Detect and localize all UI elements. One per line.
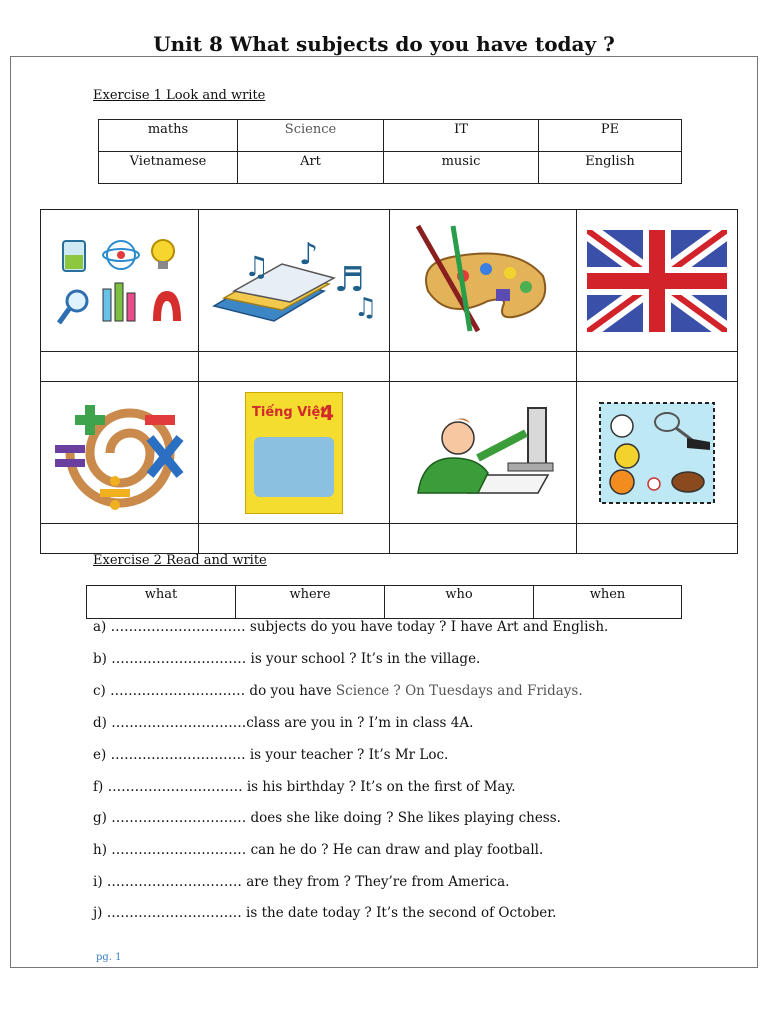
- picture-cell-english: [577, 210, 738, 352]
- exercise2-heading: Exercise 2 Read and write: [93, 553, 267, 568]
- tieng-viet-book: [245, 392, 343, 514]
- vocabulary-table: [98, 119, 682, 184]
- answer-blank[interactable]: …………………………: [110, 619, 246, 635]
- answer-cell[interactable]: [41, 352, 199, 382]
- book-illustration: [254, 437, 334, 497]
- question-label: a): [93, 619, 107, 635]
- question-line: [93, 779, 516, 795]
- answer-blank[interactable]: …………………………: [111, 715, 247, 731]
- question-line: [93, 874, 509, 890]
- question-word-cell: where: [236, 586, 385, 619]
- question-label: e): [93, 747, 107, 763]
- question-label: d): [93, 715, 107, 731]
- question-text: is his birthday ? It’s on the first of May.: [246, 779, 516, 795]
- picture-cell-vietnamese: [199, 382, 390, 524]
- question-label: g): [93, 810, 107, 826]
- svg-text:♬: ♬: [334, 259, 365, 300]
- answer-blank[interactable]: …………………………: [110, 747, 246, 763]
- picture-table: [40, 209, 738, 554]
- question-label: b): [93, 651, 107, 667]
- vocab-cell: maths: [99, 120, 238, 152]
- exercise1-heading: Exercise 1 Look and write: [93, 88, 266, 103]
- question-text: do you have: [249, 683, 332, 699]
- picture-cell-art: [390, 210, 577, 352]
- answer-cell[interactable]: [577, 524, 738, 554]
- sports-icon: [592, 398, 722, 508]
- picture-cell-music: [199, 210, 390, 352]
- answer-cell[interactable]: [577, 352, 738, 382]
- vocab-cell: PE: [539, 120, 682, 152]
- question-text: are they from ? They’re from America.: [246, 874, 510, 890]
- vocab-cell: English: [539, 152, 682, 184]
- svg-text:♪: ♪: [299, 236, 319, 272]
- question-label: j): [93, 905, 103, 921]
- picture-cell-it: [390, 382, 577, 524]
- science-icon: [55, 231, 185, 331]
- svg-text:♫: ♫: [244, 249, 270, 283]
- question-line: [93, 905, 556, 921]
- question-word-cell: who: [385, 586, 534, 619]
- question-text: class are you in ? I’m in class 4A.: [246, 715, 474, 731]
- question-label: i): [93, 874, 103, 890]
- answer-cell[interactable]: [390, 352, 577, 382]
- question-text-grey: Science ? On Tuesdays and Fridays.: [335, 683, 583, 699]
- question-text: is your teacher ? It’s Mr Loc.: [249, 747, 449, 763]
- answer-cell[interactable]: [41, 524, 199, 554]
- answer-blank[interactable]: …………………………: [110, 683, 246, 699]
- question-label: c): [93, 683, 106, 699]
- picture-cell-maths: [41, 382, 199, 524]
- page-number: pg. 1: [96, 952, 122, 963]
- vocab-cell: IT: [384, 120, 539, 152]
- answer-blank[interactable]: …………………………: [111, 651, 247, 667]
- question-text: does she like doing ? She likes playing chess.: [250, 810, 561, 826]
- question-line: [93, 619, 608, 635]
- uk-flag-icon: [587, 230, 727, 332]
- page-title: Unit 8 What subjects do you have today ?: [153, 32, 615, 56]
- vocab-cell: music: [384, 152, 539, 184]
- answer-blank[interactable]: …………………………: [106, 874, 242, 890]
- book-number: 4: [320, 400, 334, 425]
- answer-cell[interactable]: [390, 524, 577, 554]
- question-line: [93, 715, 473, 731]
- palette-icon: [408, 221, 558, 341]
- question-text: is the date today ? It’s the second of October.: [246, 905, 557, 921]
- vocab-cell: Science: [238, 120, 384, 152]
- computer-boy-icon: [408, 403, 558, 503]
- picture-cell-science: [41, 210, 199, 352]
- question-line: [93, 810, 561, 826]
- answer-cell[interactable]: [199, 352, 390, 382]
- question-line: [93, 651, 480, 667]
- question-text: is your school ? It’s in the village.: [250, 651, 481, 667]
- question-text: subjects do you have today ? I have Art and English.: [249, 619, 609, 635]
- vocab-cell: Vietnamese: [99, 152, 238, 184]
- question-label: h): [93, 842, 107, 858]
- music-icon: [204, 236, 384, 326]
- question-text: can he do ? He can draw and play football.: [250, 842, 544, 858]
- question-word-cell: when: [534, 586, 682, 619]
- question-word-table: [86, 585, 682, 619]
- book-title: Tiếng Việt: [252, 404, 327, 420]
- maths-icon: [45, 393, 195, 513]
- question-word-cell: what: [87, 586, 236, 619]
- picture-cell-pe: [577, 382, 738, 524]
- question-label: f): [93, 779, 104, 795]
- question-line: [93, 842, 543, 858]
- vocab-cell: Art: [238, 152, 384, 184]
- answer-blank[interactable]: …………………………: [111, 842, 247, 858]
- question-line: [93, 747, 448, 763]
- answer-blank[interactable]: …………………………: [111, 810, 247, 826]
- question-line: [93, 683, 583, 699]
- answer-blank[interactable]: …………………………: [106, 905, 242, 921]
- svg-text:♫: ♫: [354, 292, 378, 323]
- answer-cell[interactable]: [199, 524, 390, 554]
- answer-blank[interactable]: …………………………: [107, 779, 243, 795]
